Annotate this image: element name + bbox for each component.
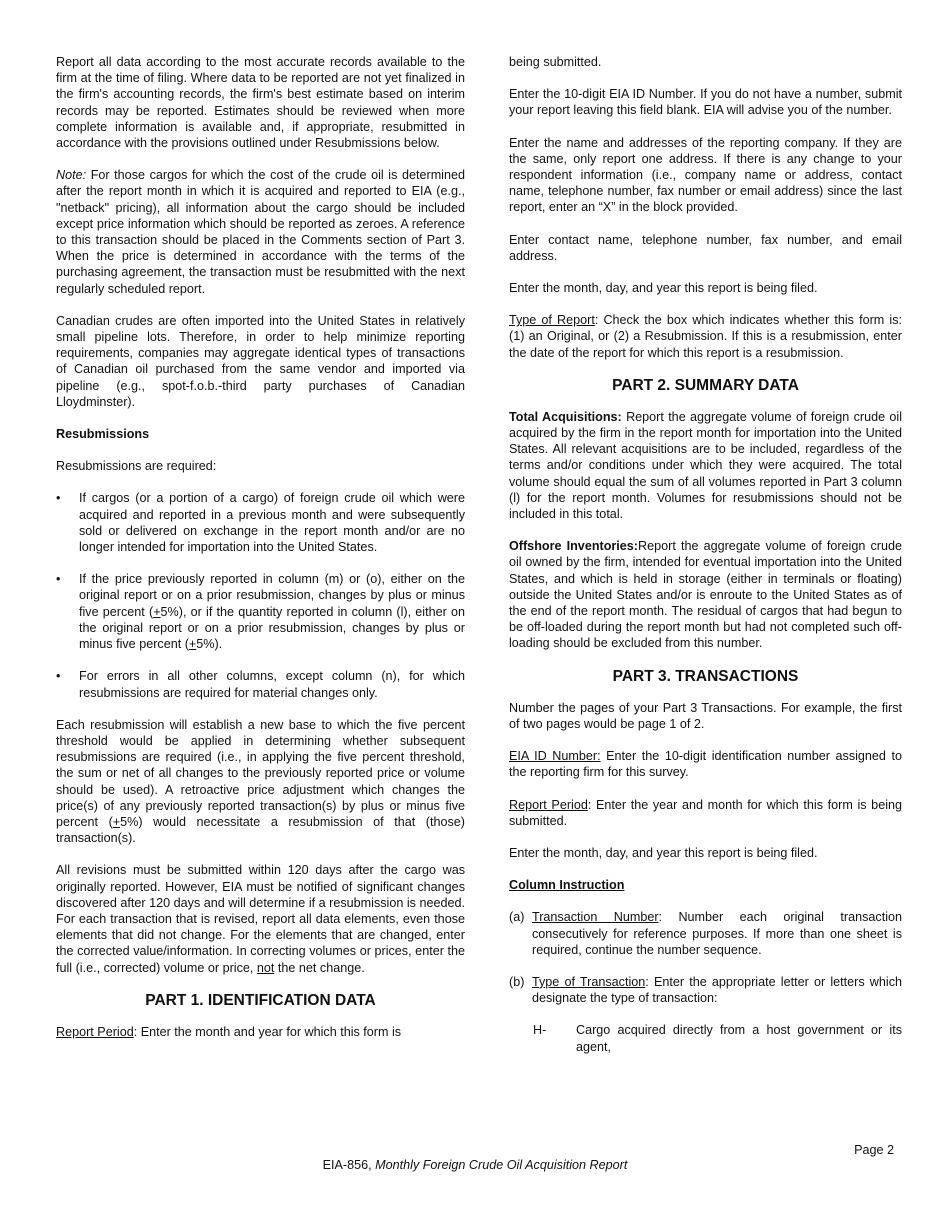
resubmissions-intro: Resubmissions are required:	[56, 459, 217, 474]
code-label: H-	[533, 1023, 547, 1038]
revisions-paragraph	[56, 862, 465, 975]
note-label: Note:	[56, 168, 87, 183]
part1-heading: PART 1. IDENTIFICATION DATA	[145, 991, 376, 1009]
company-name-paragraph: Enter the name and addresses of the reporting company. If they are the same, only report one address. If there is any change to your respondent information (i.e., company name or address, contact name, telephone number, fax number or email address) since the last report, enter an “X” in the block provided.	[509, 135, 902, 215]
left-column	[56, 54, 465, 1056]
threshold-paragraph	[56, 717, 465, 847]
form-id: EIA-856,	[322, 1158, 376, 1172]
note-paragraph	[56, 167, 465, 297]
bullet2-text-a: If the price previously reported in column (m) or (o), either on the original report or on a prior resubmission, changes by plus or minus five percent (	[79, 572, 465, 619]
form-title: Monthly Foreign Crude Oil Acquisition Report	[375, 1158, 628, 1172]
revisions-text-a: All revisions must be submitted within 120 days after the cargo was originally reported. However, EIA must be notified of significant changes discovered after 120 days and will determine if a resubmission is needed. For each transaction that is revised, report all data elements, even those elements that did not change. For the elements that are changed, enter the corrected value/information. In correcting volumes or prices, enter the full (i.e., corrected) volume or price,	[56, 863, 465, 975]
report-period-label: Report Period	[56, 1024, 134, 1039]
transaction-number-text: : Number each original transaction consecutively for reference purposes. If more than one sheet is required, continue the number sequence.	[532, 910, 902, 957]
report-period-text: : Enter the month and year for which this form is	[133, 1024, 402, 1039]
right-column	[509, 54, 902, 1055]
part3-heading: PART 3. TRANSACTIONS	[612, 667, 799, 685]
total-acquisitions-paragraph	[509, 409, 902, 522]
bullet2-text-c: 5%).	[196, 637, 223, 652]
total-acquisitions-label: Total Acquisitions:	[509, 409, 622, 424]
continued-text: being submitted.	[509, 55, 602, 69]
transaction-number-label: Transaction Number	[532, 910, 659, 925]
filing-date-paragraph: Enter the month, day, and year this report is being filed.	[509, 845, 818, 860]
eia-id-paragraph: Enter the 10-digit EIA ID Number. If you do not have a number, submit your report leaving this field blank. EIA will advise you of the number.	[509, 87, 902, 118]
instruction-item-a	[509, 909, 902, 958]
item-label: (a)	[509, 910, 525, 925]
canadian-paragraph: Canadian crudes are often imported into the United States in relatively small pipeline lots. Therefore, in order to help minimize reporting requirements, companies may aggregate identical types of transactions of Canadian oil purchased from the same vendor and imported via pipeline (e.g., spot-f.o.b.-third party purchases of Canadian Lloydminster).	[56, 313, 465, 409]
type-of-report-label: Type of Report	[509, 313, 595, 328]
list-item	[56, 571, 465, 652]
column-instruction-heading: Column Instruction	[509, 878, 625, 893]
threshold-text-a: Each resubmission will establish a new base to which the five percent threshold would be applied in determining whether subsequent resubmissions are required (i.e., in applying the five percent threshold, the sum or net of all changes to the previously reported price or volume should be used). A retroactive price adjustment which changes the price(s) of any previously reported transaction(s) by plus or minus five percent (	[56, 717, 465, 829]
eia-id-number-label: EIA ID Number:	[509, 749, 601, 764]
resubmissions-heading: Resubmissions	[56, 427, 150, 442]
threshold-text-b: 5%) would necessitate a resubmission of that (those) transaction(s).	[56, 814, 465, 846]
report-period-paragraph	[509, 797, 902, 829]
bullet2-text-b: 5%), or if the quantity reported in column (l), either on the original report or on a prior resubmission, changes by plus or minus five percent (	[79, 604, 465, 652]
code-description: Cargo acquired directly from a host government or its agent,	[576, 1023, 902, 1054]
filing-date-paragraph: Enter the month, day, and year this report is being filed.	[509, 281, 818, 296]
eia-id-number-paragraph	[509, 748, 902, 780]
list-item: • If cargos (or a portion of a cargo) of foreign crude oil which were acquired and reported in a previous month and were subsequently sold or delivered on exchange in the report month and/or are no longer intended for importation into the United States.	[56, 490, 465, 555]
offshore-inventories-text: Report the aggregate volume of foreign crude oil owned by the firm, intended for eventual importation into the United States, and which is held in storage (either in terminals or floating) outside the United States and/or is enroute to the United States as of the end of the report month. The residual of cargos that had begun to be off-loaded during the report month but had not completed such off-loading should be excluded from this number.	[509, 539, 903, 651]
resubmissions-list	[56, 490, 465, 700]
item-label: (b)	[509, 974, 525, 989]
form-footer	[0, 1158, 950, 1172]
type-of-report-paragraph	[509, 312, 902, 361]
page-numbering-paragraph: Number the pages of your Part 3 Transactions. For example, the first of two pages would be page 1 of 2.	[509, 700, 902, 731]
note-text: For those cargos for which the cost of the crude oil is determined after the report month in which it is acquired and reported to EIA (e.g., "netback" pricing), all information about the cargo should be included except price information which should be reported as zeroes. A reference to this transaction should be placed in the Comments section of Part 3. When the price is determined in accordance with the terms of the purchasing agreement, the transaction must be resubmitted with the next regularly scheduled report.	[56, 168, 465, 296]
plus-minus-sign: +	[112, 814, 121, 829]
total-acquisitions-text: Report the aggregate volume of foreign crude oil acquired by the firm in the report month for importation into the United States. All relevant acquisitions are to be included, regardless of the terms and/or conditions under which they were acquired. The total volume should equal the sum of all volumes reported in Part 3 column (l) for the report month. Volumes for resubmissions should not be included in this total.	[509, 409, 902, 522]
list-item: • For errors in all other columns, except column (n), for which resubmissions are required for material changes only.	[56, 668, 465, 700]
type-of-transaction-text: : Enter the appropriate letter or letters which designate the type of transaction:	[532, 974, 902, 1006]
eia-id-number-text: Enter the 10-digit identification number assigned to the reporting firm for this survey.	[509, 749, 902, 780]
report-period-text: : Enter the year and month for which this form is being submitted.	[509, 797, 903, 828]
type-of-transaction-label: Type of Transaction	[532, 974, 646, 989]
transaction-code-h	[509, 1022, 902, 1054]
plus-minus-sign: +	[188, 637, 197, 652]
offshore-inventories-paragraph	[509, 538, 902, 651]
report-period-paragraph	[56, 1024, 465, 1040]
page-number: Page 2	[854, 1143, 894, 1157]
type-of-report-text: : Check the box which indicates whether this form is: (1) an Original, or (2) a Resubmission. If this is a resubmission, enter the date of the report for which this report is a resubmission.	[509, 313, 902, 360]
not-emphasis: not	[256, 960, 275, 975]
intro-paragraph: Report all data according to the most accurate records available to the firm at the time of filing. Where data to be reported are not yet finalized in the firm's accounting records, the firm's best estimate based on interim records may be reported. Estimates should be reviewed when more complete information is available and, if appropriate, resubmitted in accordance with the provisions outlined under Resubmissions below.	[56, 55, 465, 151]
contact-paragraph: Enter contact name, telephone number, fax number, and email address.	[509, 232, 902, 263]
plus-minus-sign: +	[153, 604, 161, 619]
revisions-text-b: the net change.	[274, 960, 365, 975]
part2-heading: PART 2. SUMMARY DATA	[612, 376, 799, 394]
report-period-label: Report Period	[509, 797, 588, 812]
offshore-inventories-label: Offshore Inventories:	[509, 539, 639, 554]
instruction-item-b	[509, 974, 902, 1006]
